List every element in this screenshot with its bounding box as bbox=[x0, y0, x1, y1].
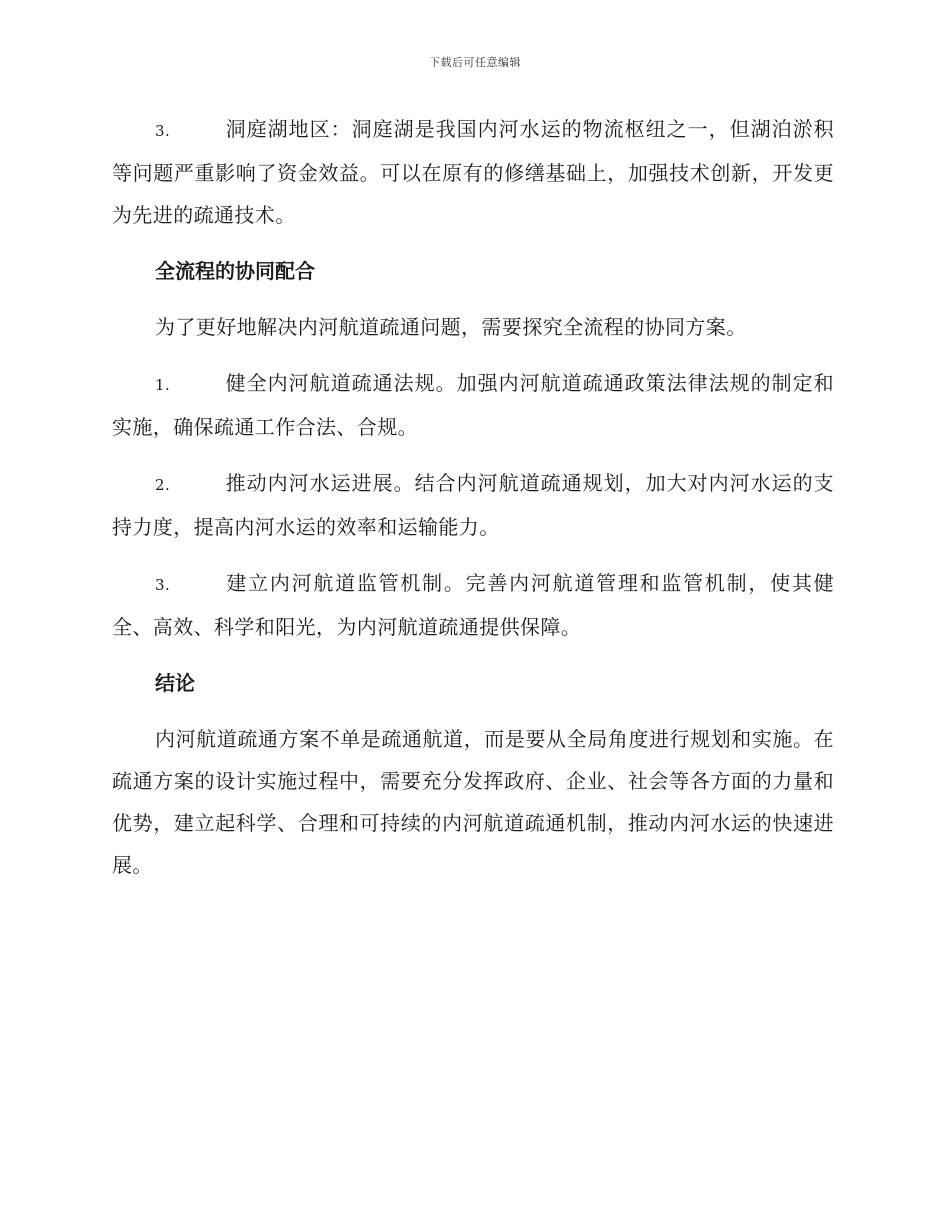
list-item-text: 建立内河航道监管机制。完善内河航道管理和监管机制，使其健全、高效、科学和阳光，为内河航道疏通提供保障。 bbox=[112, 571, 834, 639]
list-item-number: 2. bbox=[155, 476, 171, 494]
section-heading-coop: 全流程的协同配合 bbox=[155, 259, 315, 283]
list-item-number: 1. bbox=[155, 376, 171, 394]
list-item-dongting bbox=[112, 108, 834, 236]
conclusion-paragraph: 内河航道疏通方案不单是疏通航道，而是要从全局角度进行规划和实施。在疏通方案的设计实施过程中，需要充分发挥政府、企业、社会等各方面的力量和优势，建立起科学、合理和可持续的内河航道疏通机制，推动内河水运的快速进展。 bbox=[112, 727, 834, 877]
page-header: 下载后可任意编辑 bbox=[429, 56, 521, 69]
document-body bbox=[112, 108, 834, 900]
list-item bbox=[112, 362, 834, 448]
list-item-number: 3. bbox=[155, 122, 171, 140]
list-item-text: 推动内河水运进展。结合内河航道疏通规划，加大对内河水运的支持力度，提高内河水运的效率和运输能力。 bbox=[112, 471, 834, 539]
list-item-number: 3. bbox=[155, 576, 171, 594]
list-item bbox=[112, 462, 834, 548]
section-heading-conclusion: 结论 bbox=[155, 671, 195, 695]
list-item-text: 健全内河航道疏通法规。加强内河航道疏通政策法律法规的制定和实施，确保疏通工作合法、合规。 bbox=[112, 371, 834, 439]
list-item bbox=[112, 562, 834, 648]
list-item-text: 洞庭湖地区：洞庭湖是我国内河水运的物流枢纽之一，但湖泊淤积等问题严重影响了资金效益。可以在原有的修缮基础上，加强技术创新，开发更为先进的疏通技术。 bbox=[112, 117, 834, 227]
section-intro: 为了更好地解决内河航道疏通问题，需要探究全流程的协同方案。 bbox=[155, 315, 747, 339]
